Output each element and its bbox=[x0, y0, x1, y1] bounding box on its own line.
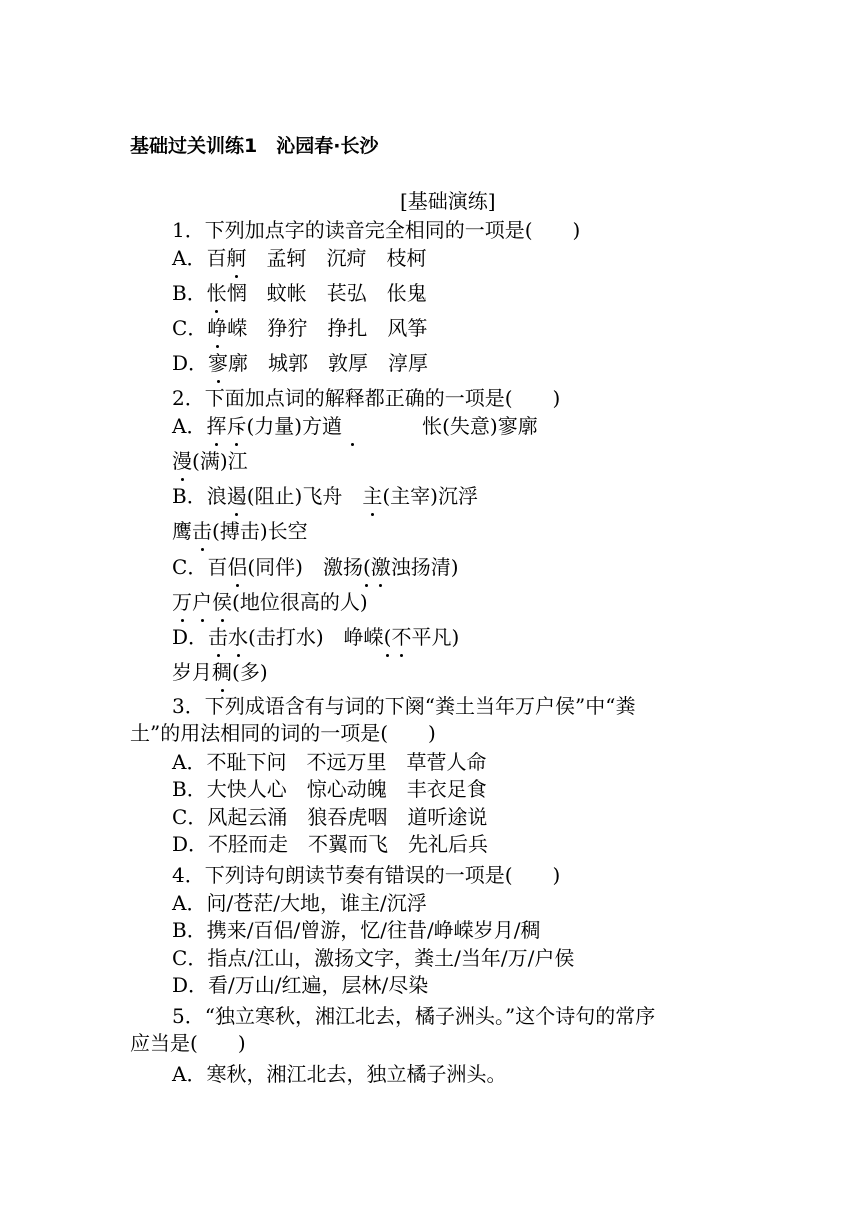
text-line: 鹰击(搏击)长空 bbox=[172, 519, 308, 543]
text-line: 3．下列成语含有与词的下阕“粪土当年万户侯”中“粪 bbox=[172, 694, 636, 718]
text-line: C．峥嵘 狰狞 挣扎 风筝 bbox=[172, 316, 428, 340]
text-line: A．问/苍茫/大地，谁主/沉浮 bbox=[172, 891, 427, 915]
text-line: A．不耻下问 不远万里 草菅人命 bbox=[172, 750, 487, 774]
text-line: C．指点/江山，激扬文字，粪土/当年/万/户侯 bbox=[172, 946, 575, 970]
text-line: A．寒秋，湘江北去，独立橘子洲头。 bbox=[172, 1062, 507, 1086]
text-line: 5．“独立寒秋，湘江北去，橘子洲头。”这个诗句的常序 bbox=[172, 1004, 656, 1028]
text-line: 应当是( ) bbox=[130, 1031, 246, 1055]
text-line: D．看/万山/红遍，层林/尽染 bbox=[172, 973, 429, 997]
text-line: B．怅惘 蚊帐 苌弘 伥鬼 bbox=[172, 281, 427, 305]
text-line: 1．下列加点字的读音完全相同的一项是( ) bbox=[172, 218, 581, 242]
text-line: 万户侯(地位很高的人) bbox=[172, 590, 368, 614]
text-line: 4．下列诗句朗读节奏有错误的一项是( ) bbox=[172, 863, 561, 887]
page-title: 基础过关训练1 沁园春·长沙 bbox=[130, 135, 379, 157]
text-line: D．击水(击打水) 峥嵘(不平凡) bbox=[172, 625, 460, 649]
section-heading: [基础演练] bbox=[400, 189, 496, 213]
text-line: C．百侣(同伴) 激扬(激浊扬清) bbox=[172, 555, 459, 579]
text-line: B．大快人心 惊心动魄 丰衣足食 bbox=[172, 777, 487, 801]
text-line: D．寥廓 城郭 敦厚 淳厚 bbox=[172, 351, 429, 375]
text-line: D．不胫而走 不翼而飞 先礼后兵 bbox=[172, 832, 489, 856]
text-line: 漫(满)江 bbox=[172, 449, 248, 473]
text-line: B．浪遏(阻止)飞舟 主(主宰)沉浮 bbox=[172, 484, 478, 508]
text-line: A．百舸 孟轲 沉疴 枝柯 bbox=[172, 246, 427, 270]
text-line: B．携来/百侣/曾游，忆/往昔/峥嵘岁月/稠 bbox=[172, 918, 541, 942]
text-line: A．挥斥(力量)方遒 怅(失意)寥廓 bbox=[172, 414, 538, 438]
text-line: C．风起云涌 狼吞虎咽 道听途说 bbox=[172, 805, 488, 829]
text-line: 岁月稠(多) bbox=[172, 660, 268, 684]
text-line: 土”的用法相同的词的一项是( ) bbox=[130, 721, 436, 745]
text-line: 2．下面加点词的解释都正确的一项是( ) bbox=[172, 386, 561, 410]
